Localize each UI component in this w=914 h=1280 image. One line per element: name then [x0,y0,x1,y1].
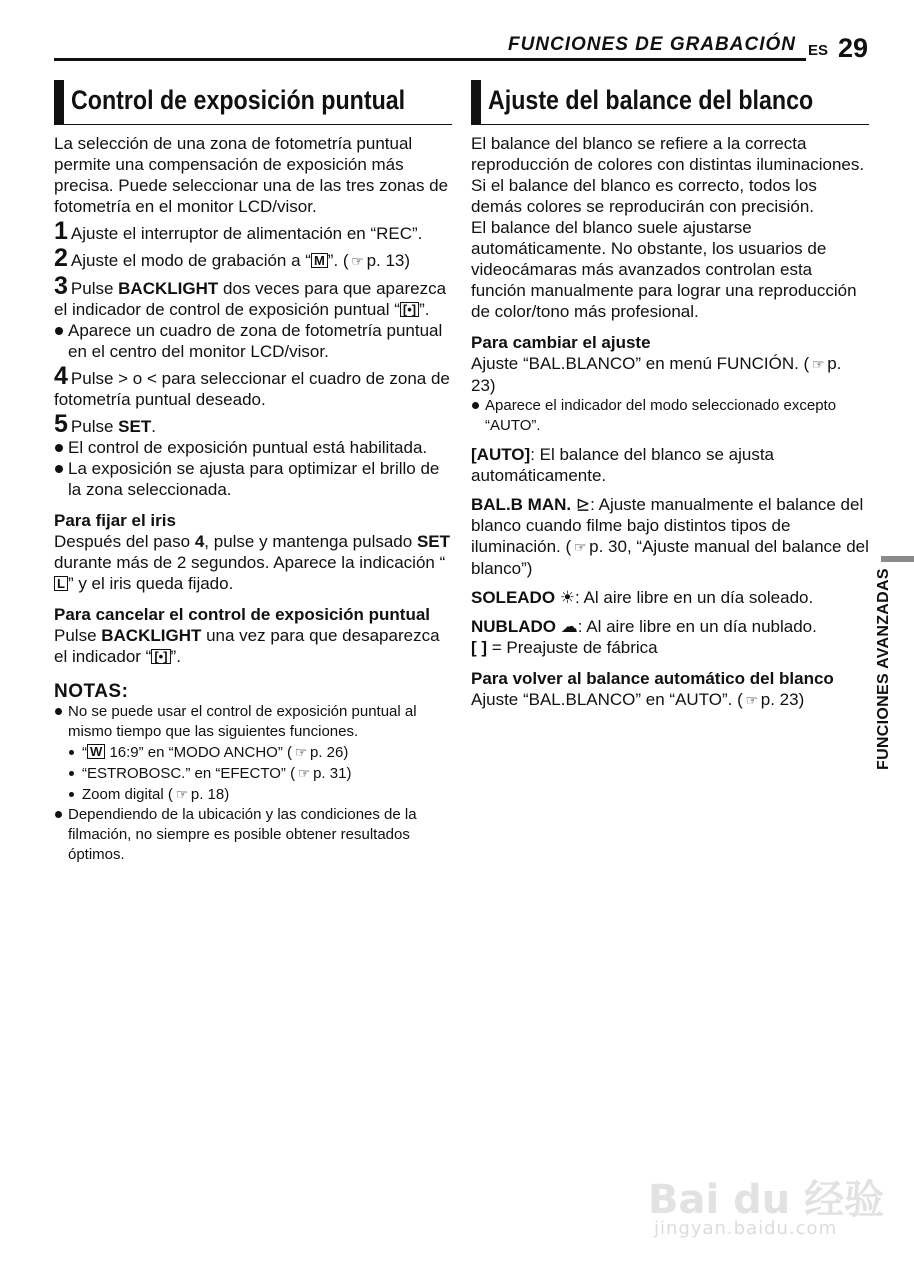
step-text: dos veces para que aparezca el indicador de control de exposición puntual “ [54,279,447,319]
header-rule [54,58,806,61]
cloud-icon: ☁ [560,617,578,636]
cancel-paragraph [54,625,452,667]
backlight-label: BACKLIGHT [118,279,219,298]
step-text: ”. [419,300,430,319]
set-label: SET [416,532,451,551]
side-tab-label: FUNCIONES AVANZADAS [875,568,892,770]
wide-mode-icon: W [87,744,105,759]
para-text: ”. [170,647,181,666]
page-number: 29 [838,33,869,63]
note-sub-3 [54,784,452,805]
running-header-title: FUNCIONES DE GRABACIÓN [507,34,796,55]
manual-option [471,494,869,579]
step-text: Ajuste el modo de grabación a “ [70,251,311,270]
note-sub-2 [54,763,452,784]
left-column [54,80,452,865]
step-number: 5 [54,410,68,438]
note-text: “ESTROBOSC.” en “EFECTO” ( [82,765,296,782]
section-title-exposure [54,80,452,125]
note-text: “ [82,744,87,761]
para-text: una vez para que desaparezca el indicador “ [54,626,440,666]
para-text: Ajuste “BAL.BLANCO” en menú FUNCIÓN. ( [471,354,810,373]
page-reference: p. 23) [760,690,805,709]
cancel-heading: Para cancelar el control de exposición puntual [54,605,431,624]
page-reference: p. 30, “Ajuste manual del balance del blanco”) [471,537,869,578]
para-text: durante más de 2 segundos. Aparece la indicación “ [54,553,446,572]
section-title-white-balance [471,80,869,125]
pointing-hand-icon: ☞ [175,786,189,802]
auto-option [471,444,869,486]
step-4 [54,362,452,410]
pointing-hand-icon: ☞ [294,744,308,760]
step-3 [54,272,452,320]
change-bullet: Aparece el indicador del modo seleccionado excepto “AUTO”. [471,396,869,436]
preset-note [471,637,869,658]
sun-icon: ☀ [559,588,576,607]
option-text: : Al aire libre en un día nublado. [577,617,817,636]
para-text: Después del paso [54,532,195,551]
option-label: [ ] [471,638,488,657]
change-bullet-wrap [471,396,869,436]
note-text: Zoom digital ( [82,786,173,803]
para-text: , pulse y mantenga pulsado [204,532,417,551]
para-text: Pulse [54,626,102,645]
step-number: 4 [54,362,68,390]
change-heading: Para cambiar el ajuste [471,333,651,352]
title-bar [54,80,64,124]
section-title-text: Ajuste del balance del blanco [488,85,814,115]
option-text: = Preajuste de fábrica [487,638,658,657]
pointing-hand-icon: ☞ [811,356,825,372]
step-number: 2 [54,244,68,272]
step-text: Ajuste el interruptor de alimentación en “REC”. [70,224,423,243]
change-paragraph [471,353,869,396]
set-label: SET [118,417,152,436]
step-text: Pulse [70,279,119,298]
sunny-option [471,587,869,608]
step-text: Pulse [70,417,119,436]
option-text: : El balance del blanco se ajusta automáticamente. [471,445,775,485]
right-column [471,80,869,711]
option-label: NUBLADO [471,617,556,636]
return-paragraph [471,689,869,711]
option-label: SOLEADO [471,588,556,607]
language-code: ES [808,42,829,59]
step-text: . [151,417,156,436]
para-text: Ajuste “BAL.BLANCO” en “AUTO”. ( [471,690,743,709]
page-reference: p. 23) [471,354,842,395]
notes-list [54,702,452,865]
para-text: ” y el iris queda fijado. [67,574,234,593]
spacer [471,436,869,444]
section-title-text: Control de exposición puntual [71,85,406,115]
watermark-url: jingyan.baidu.com [654,1218,838,1239]
pointing-hand-icon: ☞ [351,253,364,269]
option-text: : Al aire libre en un día soleado. [575,588,814,607]
cloudy-option [471,616,869,637]
intro-paragraph-2: El balance del blanco suele ajustarse automáticamente. No obstante, los usuarios de videocámaras más avanzados controlan esta función manualmente para lograr una reproducción de color/tono más profesional. [471,218,857,321]
option-text: : Ajuste manualmente el balance del blanco cuando filme bajo distintos tipos de iluminación. ( [471,495,864,556]
step-5 [54,410,452,438]
step-number: 3 [54,272,68,300]
iris-lock-icon: L [54,576,68,591]
step-1 [54,217,452,245]
spacer [471,486,869,494]
step-number: 1 [54,217,68,245]
page-reference: p. 31) [313,765,352,782]
spot-meter-icon: [•] [400,302,419,317]
step-2 [54,244,452,272]
page-reference: p. 13) [366,251,411,270]
option-label: BAL.B MAN. [471,495,572,514]
note-1: No se puede usar el control de exposición puntual al mismo tiempo que las siguientes funciones. [54,702,452,742]
option-label: [AUTO] [471,445,531,464]
pointing-hand-icon: ☞ [745,692,759,708]
step-text: ”. ( [327,251,349,270]
step-3-bullet: Aparece un cuadro de zona de fotometría puntual en el centro del monitor LCD/visor. [54,320,452,362]
manual-wb-icon: ⊵ [575,495,591,514]
watermark-logo: Bai du 经验 [648,1177,885,1223]
backlight-label: BACKLIGHT [101,626,202,645]
intro-paragraph: La selección de una zona de fotometría puntual permite una compensación de exposición más precisa. Puede seleccionar una de las tres zonas de fotometría en el monitor LCD/visor. [54,134,449,216]
step-5-bullet-1: El control de exposición puntual está habilitada. [54,437,452,458]
spot-meter-icon: [•] [151,649,170,664]
pointing-hand-icon: ☞ [297,765,311,781]
note-text: 16:9” en “MODO ANCHO” ( [105,744,292,761]
step-text: Pulse > o < para seleccionar el cuadro de zona de fotometría puntual deseado. [54,369,450,409]
iris-heading: Para fijar el iris [54,511,176,530]
step-ref: 4 [194,532,205,551]
manual-mode-icon: M [311,253,328,268]
page-reference: p. 18) [190,786,230,803]
side-tab-marker [881,556,914,562]
return-heading: Para volver al balance automático del blanco [471,669,834,688]
note-2: Dependiendo de la ubicación y las condiciones de la filmación, no siempre es posible obtener resultados óptimos. [54,805,452,865]
title-bar [471,80,481,124]
step-5-bullet-2: La exposición se ajusta para optimizar el brillo de la zona seleccionada. [54,458,452,500]
page-reference: p. 26) [309,744,349,761]
spacer [471,579,869,587]
intro-paragraph-1: El balance del blanco se refiere a la correcta reproducción de colores con distintas iluminaciones. Si el balance del blanco es correcto, todos los demás colores se reproducirán con precisión. [471,134,865,216]
pointing-hand-icon: ☞ [573,539,587,555]
iris-paragraph [54,531,452,594]
notes-title: NOTAS: [54,681,129,702]
note-sub-1 [54,742,452,763]
spacer [471,608,869,616]
